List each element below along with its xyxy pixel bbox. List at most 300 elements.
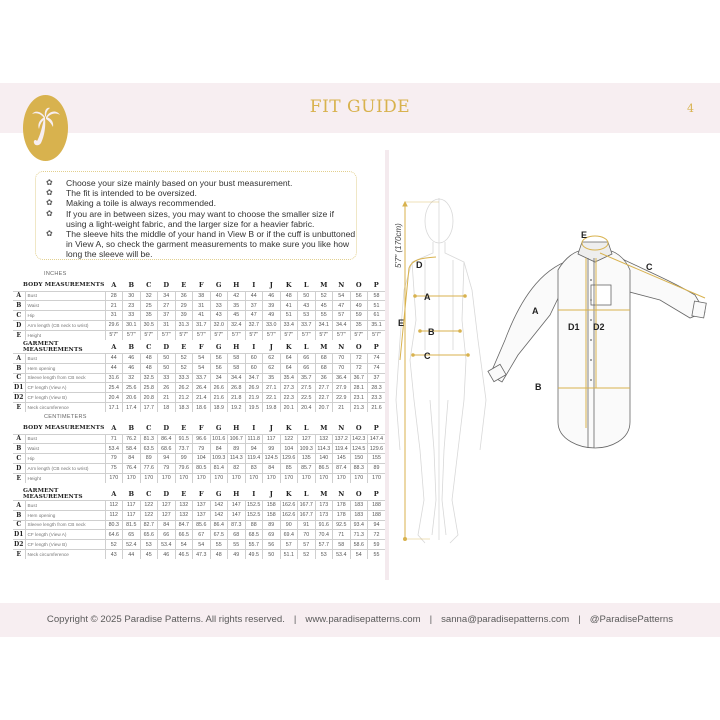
measure-value: 53 bbox=[315, 549, 333, 559]
measure-value: 94 bbox=[158, 454, 176, 464]
height-measure bbox=[403, 202, 439, 541]
table-row bbox=[13, 330, 385, 340]
measure-value: 21 bbox=[105, 301, 123, 311]
measure-value: 112 bbox=[105, 510, 123, 520]
shirt-drawing bbox=[488, 242, 706, 448]
measure-value: 101.6 bbox=[210, 434, 228, 444]
measure-value: 68.6 bbox=[158, 444, 176, 454]
measure-value: 109.3 bbox=[298, 444, 316, 454]
size-header: N bbox=[338, 343, 345, 351]
size-header: F bbox=[198, 281, 204, 290]
svg-text:D: D bbox=[416, 260, 423, 270]
inches-label: INCHES bbox=[44, 271, 67, 277]
measure-value: 84 bbox=[158, 520, 176, 530]
measure-value: 47 bbox=[245, 311, 263, 321]
svg-text:B: B bbox=[535, 382, 542, 392]
measure-value: 142 bbox=[210, 501, 228, 511]
svg-text:C: C bbox=[424, 351, 431, 361]
table-row bbox=[13, 354, 385, 364]
measure-value: 22.1 bbox=[263, 393, 281, 403]
size-header: F bbox=[198, 343, 204, 351]
croquis-figure bbox=[396, 198, 486, 543]
measure-value: 45 bbox=[140, 549, 158, 559]
page-number: 4 bbox=[687, 102, 694, 115]
measure-value: 56 bbox=[350, 291, 368, 301]
svg-text:A: A bbox=[424, 292, 431, 302]
measure-value: 43 bbox=[105, 549, 123, 559]
fit-notes-box bbox=[35, 171, 357, 260]
measure-label: Waist bbox=[25, 444, 105, 454]
note-item: ✿ The fit is intended to be oversized. bbox=[46, 188, 197, 199]
table-title: GARMENT MEASUREMENTS bbox=[23, 341, 83, 353]
size-header: H bbox=[233, 343, 240, 351]
measure-value: 111.8 bbox=[245, 434, 263, 444]
measure-value: 46 bbox=[123, 363, 141, 373]
measure-value: 50 bbox=[158, 363, 176, 373]
measure-value: 36 bbox=[175, 291, 193, 301]
table-row bbox=[13, 454, 385, 464]
table-row bbox=[13, 434, 385, 444]
measure-value: 21.6 bbox=[210, 393, 228, 403]
measure-value: 137 bbox=[193, 510, 211, 520]
measure-label: Hem opening bbox=[25, 363, 105, 373]
measure-key: C bbox=[13, 311, 25, 321]
measure-value: 117 bbox=[123, 510, 141, 520]
size-header: K bbox=[285, 281, 292, 290]
measure-label: Hem opening bbox=[25, 510, 105, 520]
measure-value: 36 bbox=[315, 373, 333, 383]
page-title: FIT GUIDE bbox=[309, 97, 411, 117]
measure-value: 34 bbox=[210, 373, 228, 383]
measure-value: 62 bbox=[263, 354, 281, 364]
measure-value: 20.4 bbox=[105, 393, 123, 403]
measure-value: 152.5 bbox=[245, 510, 263, 520]
measure-value: 46 bbox=[263, 291, 281, 301]
measure-value: 49 bbox=[228, 549, 246, 559]
measure-value: 46 bbox=[158, 549, 176, 559]
measure-value: 129.6 bbox=[280, 454, 298, 464]
measure-value: 109.3 bbox=[210, 454, 228, 464]
table-row bbox=[13, 444, 385, 454]
measurement-diagram bbox=[390, 150, 720, 590]
size-header: I bbox=[252, 343, 256, 351]
size-header: I bbox=[252, 490, 256, 498]
measure-label: Bust bbox=[25, 434, 105, 444]
size-header: F bbox=[198, 490, 204, 498]
measure-value: 137 bbox=[193, 501, 211, 511]
measure-value: 26.2 bbox=[175, 383, 193, 393]
measure-value: 61 bbox=[368, 311, 386, 321]
measure-value: 49 bbox=[350, 301, 368, 311]
measure-value: 173 bbox=[315, 501, 333, 511]
measure-value: 25 bbox=[140, 301, 158, 311]
measure-value: 69.4 bbox=[280, 530, 298, 540]
table-row bbox=[13, 363, 385, 373]
measure-value: 48 bbox=[140, 354, 158, 364]
note-item: ✿ Choose your size mainly based on your bust measurement. bbox=[46, 178, 293, 188]
measure-value: 81.4 bbox=[210, 463, 228, 473]
table-row bbox=[13, 383, 385, 393]
size-header: P bbox=[373, 281, 379, 290]
measure-value: 188 bbox=[368, 510, 386, 520]
measure-value: 80.3 bbox=[105, 520, 123, 530]
measure-value: 5'7" bbox=[210, 330, 228, 340]
size-header: B bbox=[128, 424, 135, 433]
size-header: D bbox=[163, 424, 170, 433]
measure-value: 53.4 bbox=[105, 444, 123, 454]
size-header: G bbox=[215, 490, 222, 498]
measure-value: 76.4 bbox=[123, 463, 141, 473]
measure-key: C bbox=[13, 520, 25, 530]
centimeters-body-table bbox=[13, 423, 385, 483]
measure-value: 66 bbox=[298, 354, 316, 364]
table-row bbox=[13, 501, 385, 511]
measure-value: 32.0 bbox=[210, 320, 228, 330]
size-header: O bbox=[355, 424, 362, 433]
website-link[interactable]: www.paradisepatterns.com bbox=[305, 614, 421, 625]
measure-value: 17.1 bbox=[105, 402, 123, 412]
measure-value: 142 bbox=[210, 510, 228, 520]
size-header: G bbox=[215, 343, 222, 351]
measure-value: 46 bbox=[123, 354, 141, 364]
svg-text:D1: D1 bbox=[568, 322, 580, 332]
measure-value: 54 bbox=[193, 354, 211, 364]
social-handle[interactable]: @ParadisePatterns bbox=[589, 614, 674, 625]
size-header: K bbox=[285, 424, 292, 433]
measure-value: 31 bbox=[193, 301, 211, 311]
measure-value: 31.3 bbox=[175, 320, 193, 330]
table-row bbox=[13, 510, 385, 520]
measure-value: 20.8 bbox=[140, 393, 158, 403]
measure-value: 91.6 bbox=[315, 520, 333, 530]
measure-value: 47.3 bbox=[193, 549, 211, 559]
size-header: A bbox=[111, 490, 117, 498]
measure-value: 170 bbox=[350, 473, 368, 483]
measure-value: 58 bbox=[368, 291, 386, 301]
measure-key: A bbox=[13, 354, 25, 364]
measure-label: Bust bbox=[25, 501, 105, 511]
measure-value: 5'7" bbox=[368, 330, 386, 340]
measure-value: 79.6 bbox=[175, 463, 193, 473]
measure-label: Sleeve length from CB neck bbox=[25, 520, 105, 530]
size-header: J bbox=[269, 281, 273, 290]
measure-value: 147 bbox=[228, 501, 246, 511]
measure-value: 44 bbox=[123, 549, 141, 559]
measure-value: 38 bbox=[193, 291, 211, 301]
measure-value: 32.7 bbox=[245, 320, 263, 330]
measure-value: 54 bbox=[333, 291, 351, 301]
measure-value: 66 bbox=[298, 363, 316, 373]
measure-value: 70 bbox=[333, 354, 351, 364]
measure-value: 96.6 bbox=[193, 434, 211, 444]
measure-value: 59 bbox=[350, 311, 368, 321]
measure-value: 57 bbox=[280, 540, 298, 550]
measure-value: 19.2 bbox=[228, 402, 246, 412]
footer: Copyright © 2025 Paradise Patterns. All rights reserved. | www.paradisepatterns.com | sanna@paradisepatterns.com | @ParadisePatterns bbox=[46, 614, 674, 625]
measure-value: 71 bbox=[105, 434, 123, 444]
measure-value: 140 bbox=[315, 454, 333, 464]
measure-value: 5'7" bbox=[140, 330, 158, 340]
measure-value: 58 bbox=[333, 540, 351, 550]
measure-value: 26.6 bbox=[210, 383, 228, 393]
measure-value: 152.5 bbox=[245, 501, 263, 511]
measure-value: 69 bbox=[263, 530, 281, 540]
measure-value: 92.5 bbox=[333, 520, 351, 530]
measure-value: 25.6 bbox=[123, 383, 141, 393]
flower-bullet-icon: ✿ bbox=[46, 188, 53, 198]
measure-value: 70.4 bbox=[315, 530, 333, 540]
measure-label: Arm length (CB neck to wrist) bbox=[25, 320, 105, 330]
measure-value: 33.4 bbox=[280, 320, 298, 330]
flower-bullet-icon: ✿ bbox=[46, 198, 53, 208]
measure-value: 57 bbox=[333, 311, 351, 321]
measure-key: B bbox=[13, 444, 25, 454]
measure-value: 25.4 bbox=[105, 383, 123, 393]
measure-value: 137.2 bbox=[333, 434, 351, 444]
measure-value: 183 bbox=[350, 501, 368, 511]
measure-value: 21 bbox=[158, 393, 176, 403]
measure-value: 91 bbox=[298, 520, 316, 530]
measure-value: 34.4 bbox=[333, 320, 351, 330]
measure-value: 57.7 bbox=[315, 540, 333, 550]
svg-text:E: E bbox=[398, 318, 405, 328]
size-header: C bbox=[146, 424, 152, 433]
measure-value: 72 bbox=[350, 363, 368, 373]
measure-value: 22.9 bbox=[333, 393, 351, 403]
measure-value: 124.5 bbox=[350, 444, 368, 454]
measure-value: 167.7 bbox=[298, 501, 316, 511]
measure-key: E bbox=[13, 549, 25, 559]
measure-value: 80.5 bbox=[193, 463, 211, 473]
measure-value: 33 bbox=[123, 311, 141, 321]
measure-value: 84 bbox=[263, 463, 281, 473]
measure-key: B bbox=[13, 510, 25, 520]
measure-value: 27.3 bbox=[280, 383, 298, 393]
measure-value: 21.4 bbox=[193, 393, 211, 403]
measure-value: 64 bbox=[280, 363, 298, 373]
measure-value: 104 bbox=[280, 444, 298, 454]
measure-value: 170 bbox=[315, 473, 333, 483]
measure-value: 45 bbox=[228, 311, 246, 321]
measure-label: Height bbox=[25, 330, 105, 340]
measure-key: D2 bbox=[14, 541, 24, 549]
measure-value: 28.1 bbox=[350, 383, 368, 393]
table-row bbox=[13, 473, 385, 483]
measure-label: Height bbox=[25, 473, 105, 483]
measure-value: 74 bbox=[368, 363, 386, 373]
measurement-figure bbox=[390, 150, 720, 590]
size-header: C bbox=[146, 281, 152, 290]
measure-value: 170 bbox=[210, 473, 228, 483]
inches-body-table bbox=[13, 280, 385, 340]
size-header: O bbox=[355, 490, 362, 498]
measure-value: 70 bbox=[333, 363, 351, 373]
measure-value: 65.6 bbox=[140, 530, 158, 540]
measure-value: 55 bbox=[210, 540, 228, 550]
measure-value: 170 bbox=[175, 473, 193, 483]
measure-key: D1 bbox=[14, 384, 24, 392]
measure-value: 26.8 bbox=[228, 383, 246, 393]
measure-value: 81.5 bbox=[123, 520, 141, 530]
measure-value: 89 bbox=[368, 463, 386, 473]
measure-value: 5'7" bbox=[175, 330, 193, 340]
table-row bbox=[13, 540, 385, 550]
table-row bbox=[13, 291, 385, 301]
svg-text:A: A bbox=[532, 306, 539, 316]
measure-value: 71.3 bbox=[350, 530, 368, 540]
measure-value: 21 bbox=[333, 402, 351, 412]
measure-value: 53 bbox=[140, 540, 158, 550]
measure-value: 86.5 bbox=[315, 463, 333, 473]
size-header: H bbox=[233, 424, 240, 433]
table-title: BODY MEASUREMENTS bbox=[23, 425, 105, 432]
size-header: D bbox=[163, 343, 170, 351]
measure-value: 89 bbox=[228, 444, 246, 454]
email-link[interactable]: sanna@paradisepatterns.com bbox=[441, 614, 570, 625]
measure-value: 170 bbox=[105, 473, 123, 483]
measure-value: 58 bbox=[228, 363, 246, 373]
measure-value: 170 bbox=[193, 473, 211, 483]
measure-label: Bust bbox=[25, 291, 105, 301]
measure-value: 67 bbox=[193, 530, 211, 540]
measure-value: 56 bbox=[210, 354, 228, 364]
table-title: GARMENT MEASUREMENTS bbox=[23, 488, 83, 500]
note-item: ✿ The sleeve hits the middle of your hand in View B or if the cuff is unbuttoned in View A, so check the garment measurements to make sure you like how long the sleeve will be. bbox=[46, 229, 356, 260]
table-row bbox=[13, 530, 385, 540]
measure-value: 29.6 bbox=[105, 320, 123, 330]
measure-value: 53.4 bbox=[158, 540, 176, 550]
measure-value: 33.0 bbox=[263, 320, 281, 330]
measure-value: 132 bbox=[175, 510, 193, 520]
measure-value: 18.9 bbox=[210, 402, 228, 412]
measure-value: 26.9 bbox=[245, 383, 263, 393]
measure-value: 127 bbox=[298, 434, 316, 444]
measure-value: 35 bbox=[228, 301, 246, 311]
size-header: E bbox=[181, 343, 187, 351]
measure-value: 132 bbox=[175, 501, 193, 511]
measure-value: 79 bbox=[105, 454, 123, 464]
measure-value: 30.1 bbox=[123, 320, 141, 330]
measure-value: 62 bbox=[263, 363, 281, 373]
measure-key: A bbox=[13, 501, 25, 511]
measure-key: B bbox=[13, 363, 25, 373]
measure-value: 84 bbox=[210, 444, 228, 454]
measure-value: 85.7 bbox=[298, 463, 316, 473]
measure-value: 170 bbox=[298, 473, 316, 483]
measure-value: 52 bbox=[175, 354, 193, 364]
measure-value: 117 bbox=[123, 501, 141, 511]
measure-value: 145 bbox=[333, 454, 351, 464]
measure-label: Hip bbox=[25, 454, 105, 464]
measure-value: 35 bbox=[263, 373, 281, 383]
measure-value: 79 bbox=[193, 444, 211, 454]
measure-value: 127 bbox=[158, 501, 176, 511]
measure-value: 63.5 bbox=[140, 444, 158, 454]
size-header: F bbox=[198, 424, 204, 433]
measure-value: 54 bbox=[193, 540, 211, 550]
measure-key: D bbox=[13, 320, 25, 330]
measure-value: 55 bbox=[315, 311, 333, 321]
measure-value: 178 bbox=[333, 501, 351, 511]
measure-value: 91.5 bbox=[175, 434, 193, 444]
measure-value: 20.1 bbox=[280, 402, 298, 412]
measure-value: 155 bbox=[368, 454, 386, 464]
measure-value: 36.4 bbox=[333, 373, 351, 383]
size-header: L bbox=[303, 424, 309, 433]
measure-value: 50 bbox=[263, 549, 281, 559]
measure-value: 28.3 bbox=[368, 383, 386, 393]
measure-value: 33 bbox=[158, 373, 176, 383]
table-header-row bbox=[13, 488, 385, 501]
measure-value: 5'7" bbox=[228, 330, 246, 340]
measure-value: 147 bbox=[228, 510, 246, 520]
measure-value: 37 bbox=[368, 373, 386, 383]
measure-value: 122 bbox=[140, 501, 158, 511]
measure-value: 39 bbox=[175, 311, 193, 321]
measure-key: D2 bbox=[14, 394, 24, 402]
measure-label: CF length (View A) bbox=[25, 383, 105, 393]
measure-value: 142.3 bbox=[350, 434, 368, 444]
measure-value: 5'7" bbox=[193, 330, 211, 340]
measure-value: 21.2 bbox=[175, 393, 193, 403]
measure-value: 54 bbox=[193, 363, 211, 373]
note-item: ✿ Making a toile is always recommended. bbox=[46, 198, 216, 209]
measure-value: 58 bbox=[228, 354, 246, 364]
measure-label: Waist bbox=[25, 301, 105, 311]
measure-value: 5'7" bbox=[158, 330, 176, 340]
measure-value: 89 bbox=[263, 520, 281, 530]
measure-value: 41 bbox=[280, 301, 298, 311]
measure-value: 19.8 bbox=[263, 402, 281, 412]
measure-key: A bbox=[13, 291, 25, 301]
measure-value: 57 bbox=[298, 540, 316, 550]
measure-value: 31 bbox=[158, 320, 176, 330]
measure-value: 74 bbox=[368, 354, 386, 364]
size-header: L bbox=[303, 343, 309, 351]
measure-value: 88.3 bbox=[350, 463, 368, 473]
size-header: H bbox=[233, 490, 240, 498]
measure-label: CF length (View B) bbox=[25, 540, 105, 550]
measure-value: 52 bbox=[105, 540, 123, 550]
measure-label: Neck circumference bbox=[25, 549, 105, 559]
measure-value: 5'7" bbox=[245, 330, 263, 340]
measure-value: 122 bbox=[140, 510, 158, 520]
measure-value: 22.5 bbox=[298, 393, 316, 403]
measure-value: 58.4 bbox=[123, 444, 141, 454]
measure-value: 85 bbox=[280, 463, 298, 473]
size-header: I bbox=[252, 424, 256, 433]
measure-value: 188 bbox=[368, 501, 386, 511]
measure-value: 22.3 bbox=[280, 393, 298, 403]
table-header-row bbox=[13, 341, 385, 354]
measure-value: 79 bbox=[158, 463, 176, 473]
measure-value: 53.4 bbox=[333, 549, 351, 559]
measure-value: 170 bbox=[333, 473, 351, 483]
measure-value: 50 bbox=[298, 291, 316, 301]
measure-value: 48 bbox=[210, 549, 228, 559]
measure-value: 17.7 bbox=[140, 402, 158, 412]
measure-value: 112 bbox=[105, 501, 123, 511]
measure-value: 55 bbox=[228, 540, 246, 550]
measure-value: 106.7 bbox=[228, 434, 246, 444]
svg-text:D2: D2 bbox=[593, 322, 605, 332]
measure-value: 122 bbox=[280, 434, 298, 444]
measure-value: 170 bbox=[140, 473, 158, 483]
measure-value: 39 bbox=[263, 301, 281, 311]
size-header: I bbox=[252, 281, 256, 290]
measure-value: 59 bbox=[368, 540, 386, 550]
measure-value: 60 bbox=[245, 363, 263, 373]
